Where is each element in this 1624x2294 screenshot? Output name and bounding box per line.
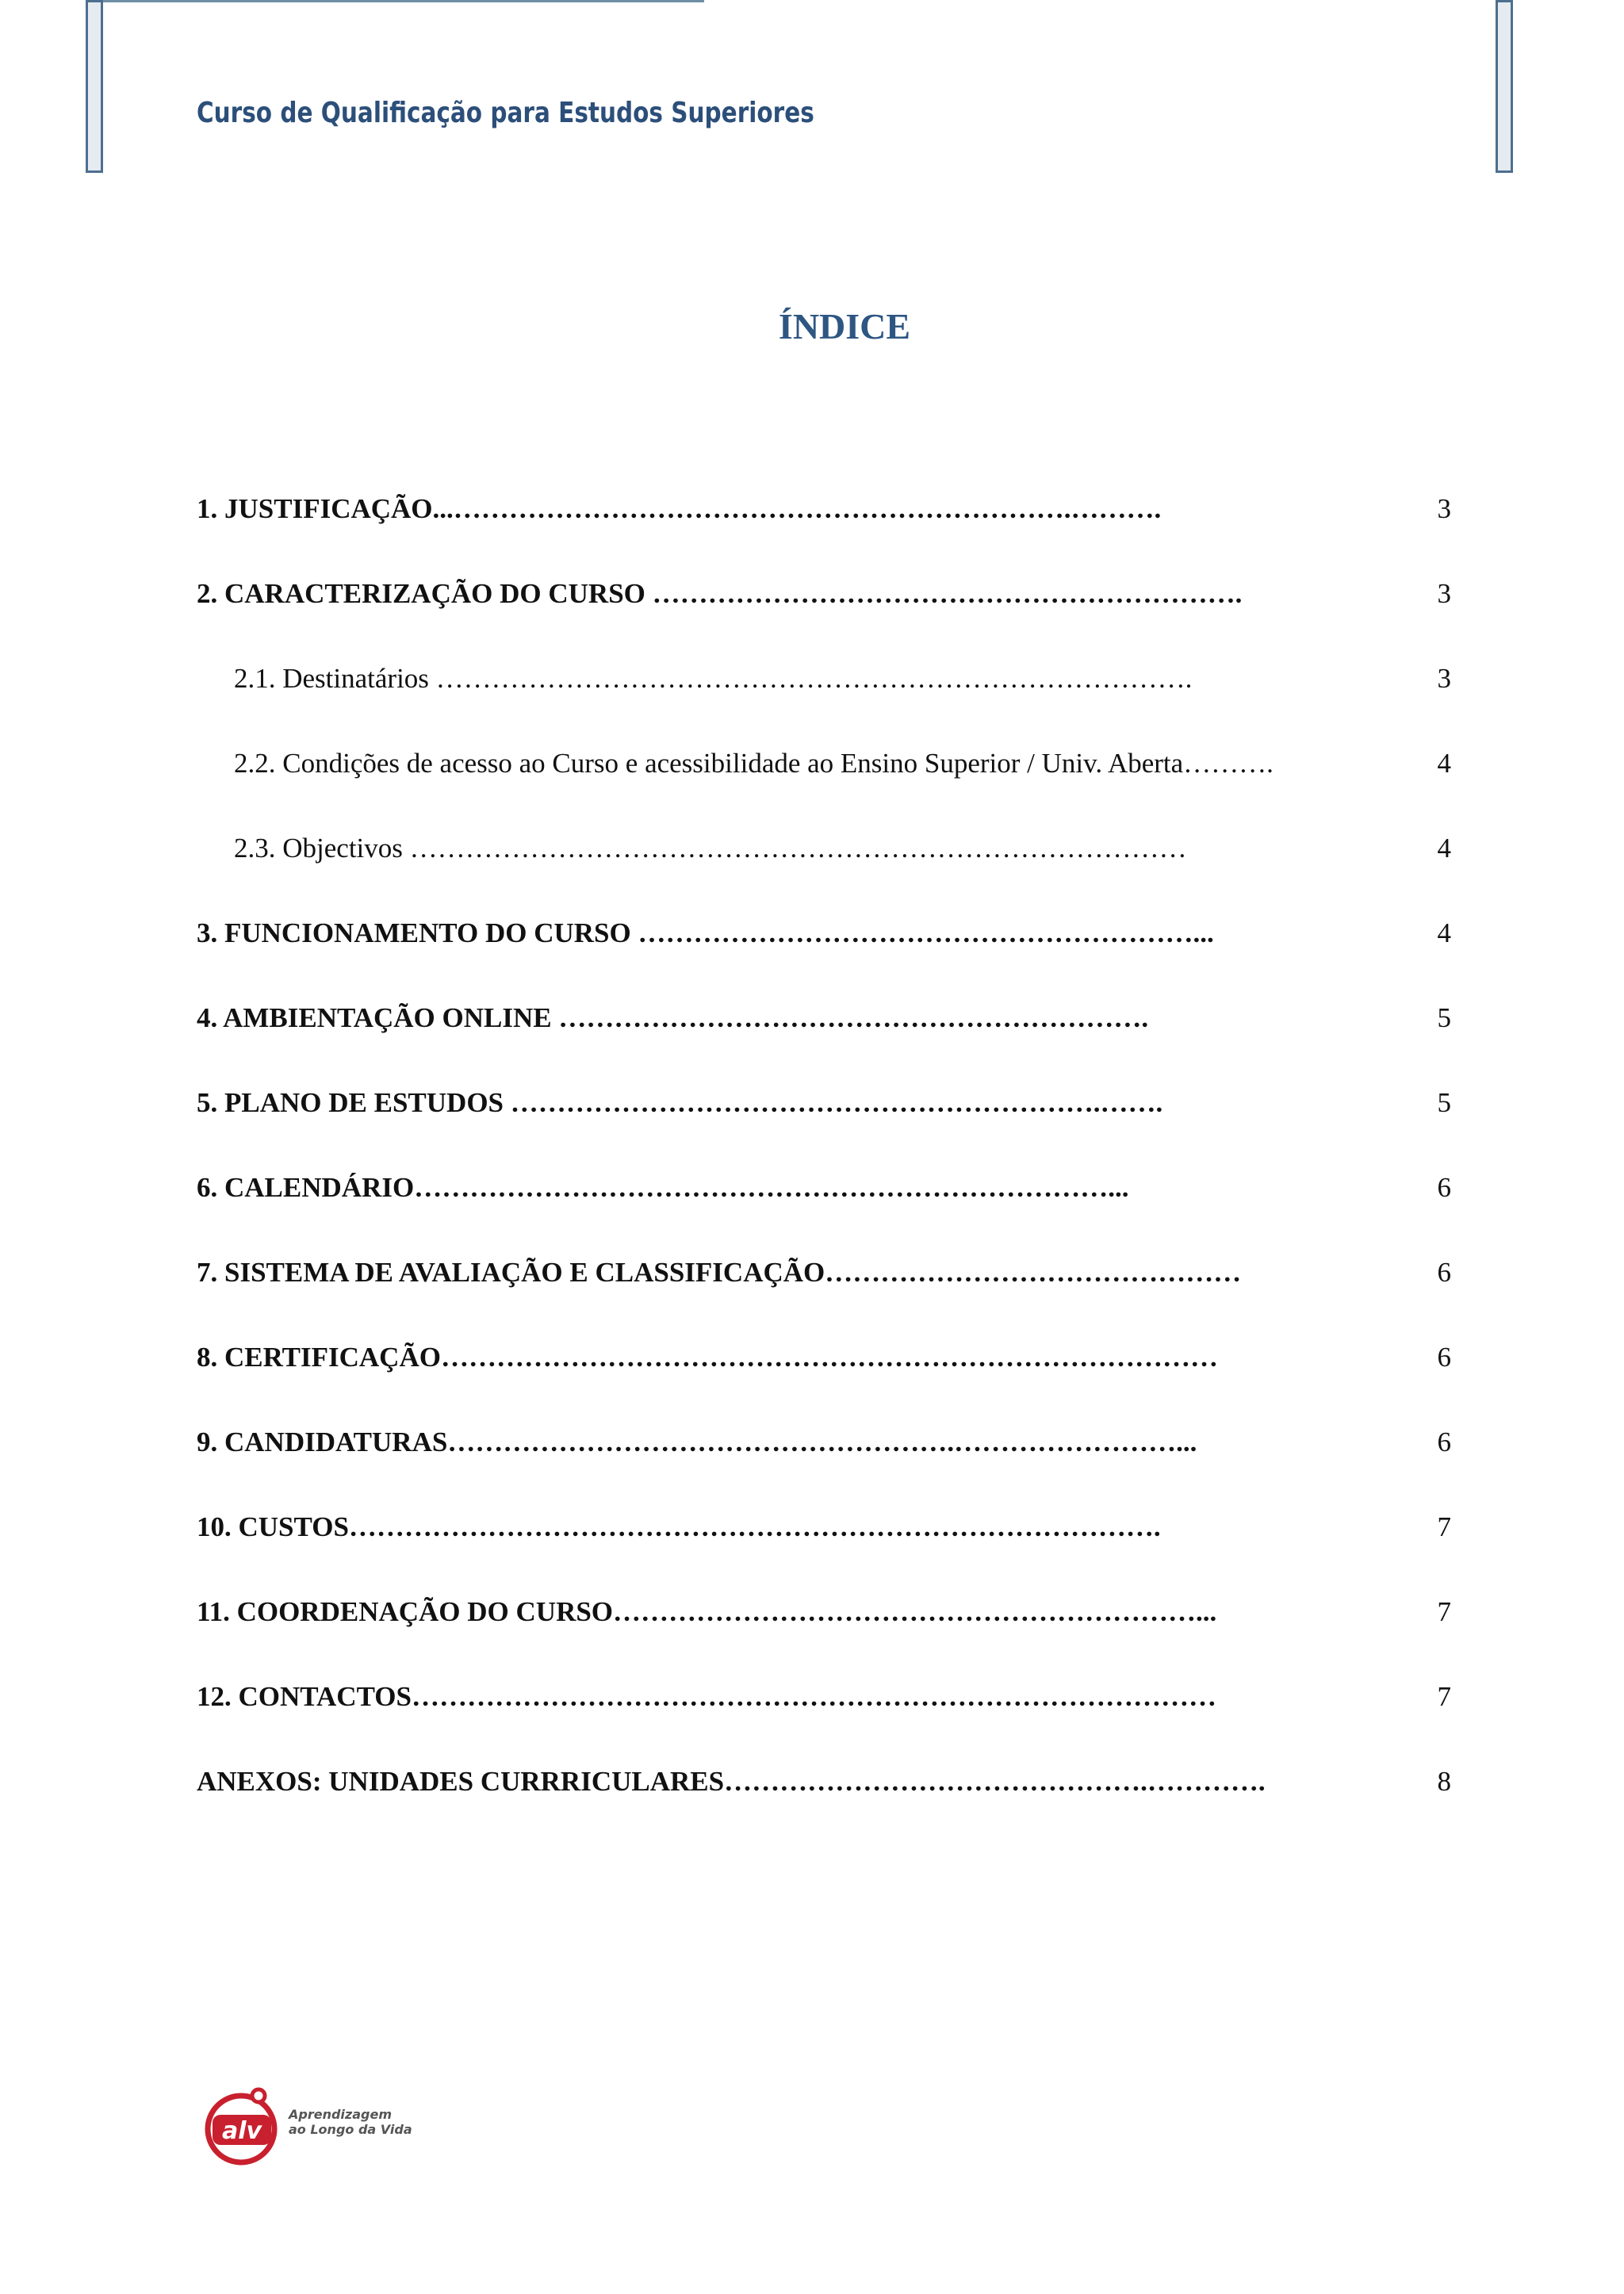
toc-entry[interactable]: [0, 575, 1624, 660]
toc-entry-page-number: 8: [1437, 1766, 1451, 1797]
toc-entry-page-number: 3: [1437, 493, 1451, 524]
toc-entry[interactable]: [0, 745, 1624, 829]
toc-entry[interactable]: [0, 1084, 1624, 1169]
toc-entry-title: 11. COORDENAÇÃO DO CURSO………………………………………………………...: [197, 1596, 1217, 1627]
toc-entry-title: 4. AMBIENTAÇÃO ONLINE ……………………………………………………….: [197, 1002, 1149, 1033]
toc-entry[interactable]: [0, 1338, 1624, 1423]
toc-entry-page-number: 5: [1437, 1002, 1451, 1033]
toc-entry-page-number: 6: [1437, 1342, 1451, 1373]
toc-entry-title: 6. CALENDÁRIO…………………………………………………………………...: [197, 1172, 1129, 1203]
toc-entry-page-number: 7: [1437, 1681, 1451, 1712]
toc-entry-title: 3. FUNCIONAMENTO DO CURSO ……………………………………………………...: [197, 917, 1214, 948]
toc-entry-page-number: 4: [1437, 833, 1451, 864]
toc-entry-title: 2.1. Destinatários ……………………………………………………………………….: [234, 663, 1193, 694]
toc-entry-title: 8. CERTIFICAÇÃO…………………………………………………………………………: [197, 1342, 1218, 1373]
toc-entry-title: 2. CARACTERIZAÇÃO DO CURSO ……………………………………………………….: [197, 578, 1243, 609]
toc-entry-title: 2.2. Condições de acesso ao Curso e acessibilidade ao Ensino Superior / Univ. Aberta……….: [234, 748, 1274, 779]
toc-entry-page-number: 4: [1437, 748, 1451, 779]
toc-entry-page-number: 4: [1437, 917, 1451, 948]
toc-entry-page-number: 7: [1437, 1511, 1451, 1542]
alv-logo: [203, 2081, 412, 2169]
toc-entry-page-number: 5: [1437, 1087, 1451, 1118]
logo-caption: [289, 2107, 412, 2137]
toc-entry[interactable]: [0, 999, 1624, 1084]
toc-entry-title: ANEXOS: UNIDADES CURRRICULARES……………………………………….………….: [197, 1766, 1266, 1797]
toc-entry[interactable]: [0, 1593, 1624, 1678]
toc-entry[interactable]: [0, 1508, 1624, 1593]
toc-entry-page-number: 3: [1437, 578, 1451, 609]
toc-entry-page-number: 7: [1437, 1596, 1451, 1627]
header-left-bar: [86, 0, 103, 173]
alv-logo-icon: [203, 2081, 282, 2169]
toc-entry[interactable]: [0, 914, 1624, 999]
toc-entry[interactable]: [0, 1169, 1624, 1254]
toc-entry-title: 9. CANDIDATURAS……………………………………………….……………………...: [197, 1427, 1197, 1457]
toc-entry-title: 1. JUSTIFICAÇÃO...………………………………………………………….……….: [197, 493, 1162, 524]
logo-letters: alv: [221, 2117, 262, 2145]
page-title: ÍNDICE: [778, 306, 911, 347]
toc-entry-page-number: 6: [1437, 1172, 1451, 1203]
toc-entry[interactable]: [0, 660, 1624, 745]
toc-entry-page-number: 6: [1437, 1257, 1451, 1288]
toc-entry[interactable]: [0, 490, 1624, 575]
toc-entry[interactable]: [0, 1763, 1624, 1848]
toc-entry-title: 5. PLANO DE ESTUDOS ……………………………………………………….…….: [197, 1087, 1163, 1118]
toc-entry-page-number: 6: [1437, 1427, 1451, 1457]
header-right-bar: [1496, 0, 1513, 173]
table-of-contents: [0, 490, 1624, 1848]
toc-entry[interactable]: [0, 1423, 1624, 1508]
header-top-rule: [86, 0, 704, 2]
toc-entry[interactable]: [0, 1678, 1624, 1763]
toc-entry-title: 10. CUSTOS…………………………………………………………………………….: [197, 1511, 1161, 1542]
toc-entry-title: 12. CONTACTOS……………………………………………………………………………: [197, 1681, 1216, 1712]
toc-entry-title: 7. SISTEMA DE AVALIAÇÃO E CLASSIFICAÇÃO………………………………………: [197, 1257, 1242, 1288]
logo-caption-line-2: ao Longo da Vida: [289, 2122, 412, 2137]
logo-caption-line-1: Aprendizagem: [289, 2107, 392, 2122]
toc-entry-page-number: 3: [1437, 663, 1451, 694]
toc-entry[interactable]: [0, 829, 1624, 914]
toc-entry-title: 2.3. Objectivos …………………………………………………………………………: [234, 833, 1187, 864]
running-header-title: Curso de Qualificação para Estudos Superiores: [197, 97, 814, 129]
toc-entry[interactable]: [0, 1254, 1624, 1338]
